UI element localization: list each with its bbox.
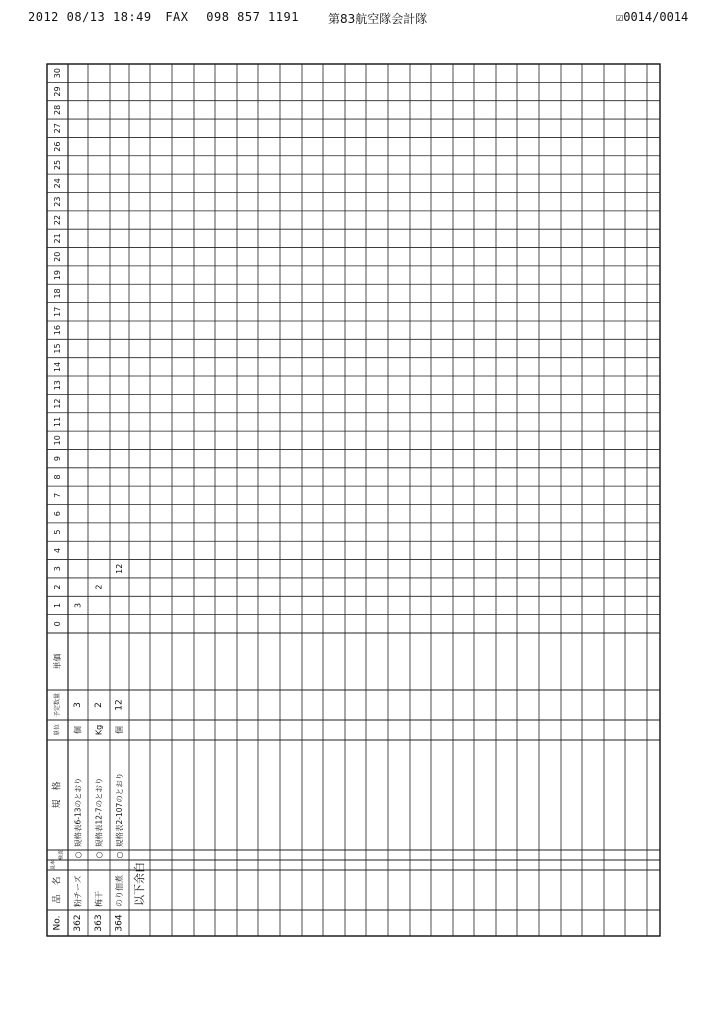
header-quantity: 予定数量 [54,692,61,718]
header-spec: 規 格 [52,781,63,809]
day-column-label: 21 [53,233,62,244]
row-item-name: 粉チーズ [73,875,83,907]
fax-label: FAX [165,10,189,24]
day-column-label: 16 [53,325,62,336]
header-mark2: 検査 [58,849,65,861]
day-column-label: 15 [53,343,62,354]
day-column-label: 24 [53,178,62,189]
day-column-label: 3 [53,566,62,572]
day-column-label: 25 [53,159,62,171]
row-spec: 規格表12-7のとおり [94,777,104,847]
row-inspection-mark: ○ [115,851,124,859]
day-column-label: 22 [53,214,62,226]
row-quantity: 3 [73,702,83,708]
day-column-label: 27 [53,123,62,134]
fax-number: 098 857 1191 [206,10,299,24]
row-item-name: 梅干 [94,891,104,907]
footer-note-remaining-blank: 以下余白 [133,862,146,906]
day-column-label: 0 [53,621,62,627]
row-no: 364 [114,914,125,932]
header-mark: 見本 [50,859,57,871]
day-column-label: 26 [53,141,62,152]
row-unit: 個 [73,726,83,734]
day-column-label: 19 [53,269,62,281]
header-unit: 単位 [54,723,61,737]
day-column-label: 20 [53,251,62,262]
day-column-label: 28 [53,104,62,115]
day-column-label: 29 [53,86,62,97]
day-column-label: 4 [53,547,62,553]
row-day-value: 3 [73,602,83,609]
day-column-label: 9 [53,456,62,462]
day-column-label: 30 [53,68,62,79]
row-quantity: 2 [94,702,104,708]
day-column-label: 14 [53,361,62,372]
day-column-label: 7 [53,492,62,498]
row-no: 362 [73,914,83,932]
row-day-value: 12 [115,563,124,574]
day-column-label: 6 [53,511,62,517]
day-column-label: 13 [53,380,62,391]
row-spec: 規格表2-107のとおり [115,772,124,847]
table-border [47,64,660,936]
fax-organization: 第83航空隊会計隊 [328,12,428,26]
row-no: 363 [94,914,104,932]
row-item-name: のり佃煮 [115,875,124,907]
day-column-label: 8 [53,474,62,480]
day-column-label: 23 [53,196,62,207]
day-column-label: 11 [53,416,62,428]
day-column-label: 1 [53,602,62,609]
day-column-label: 5 [53,529,62,535]
header-unit-price: 単価 [53,653,62,670]
row-day-value: 2 [94,584,104,590]
day-column-label: 10 [53,435,62,446]
day-column-label: 18 [53,288,62,299]
day-column-label: 12 [53,398,62,409]
fax-datetime: 2012 08/13 18:49 [28,10,152,24]
row-quantity: 12 [114,699,125,711]
day-column-label: 17 [53,306,62,317]
fax-page-icon: ☑ [616,10,624,24]
row-unit: Kg [94,724,104,736]
header-no: No. [52,915,63,931]
row-unit: 個 [115,726,124,734]
row-spec: 規格表6-13のとおり [73,777,83,847]
fax-page-number: 0014/0014 [623,10,689,24]
row-inspection-mark: ○ [94,851,104,859]
day-column-label: 2 [53,584,62,590]
header-item-name: 品 名 [52,876,63,904]
row-inspection-mark: ○ [73,851,83,859]
